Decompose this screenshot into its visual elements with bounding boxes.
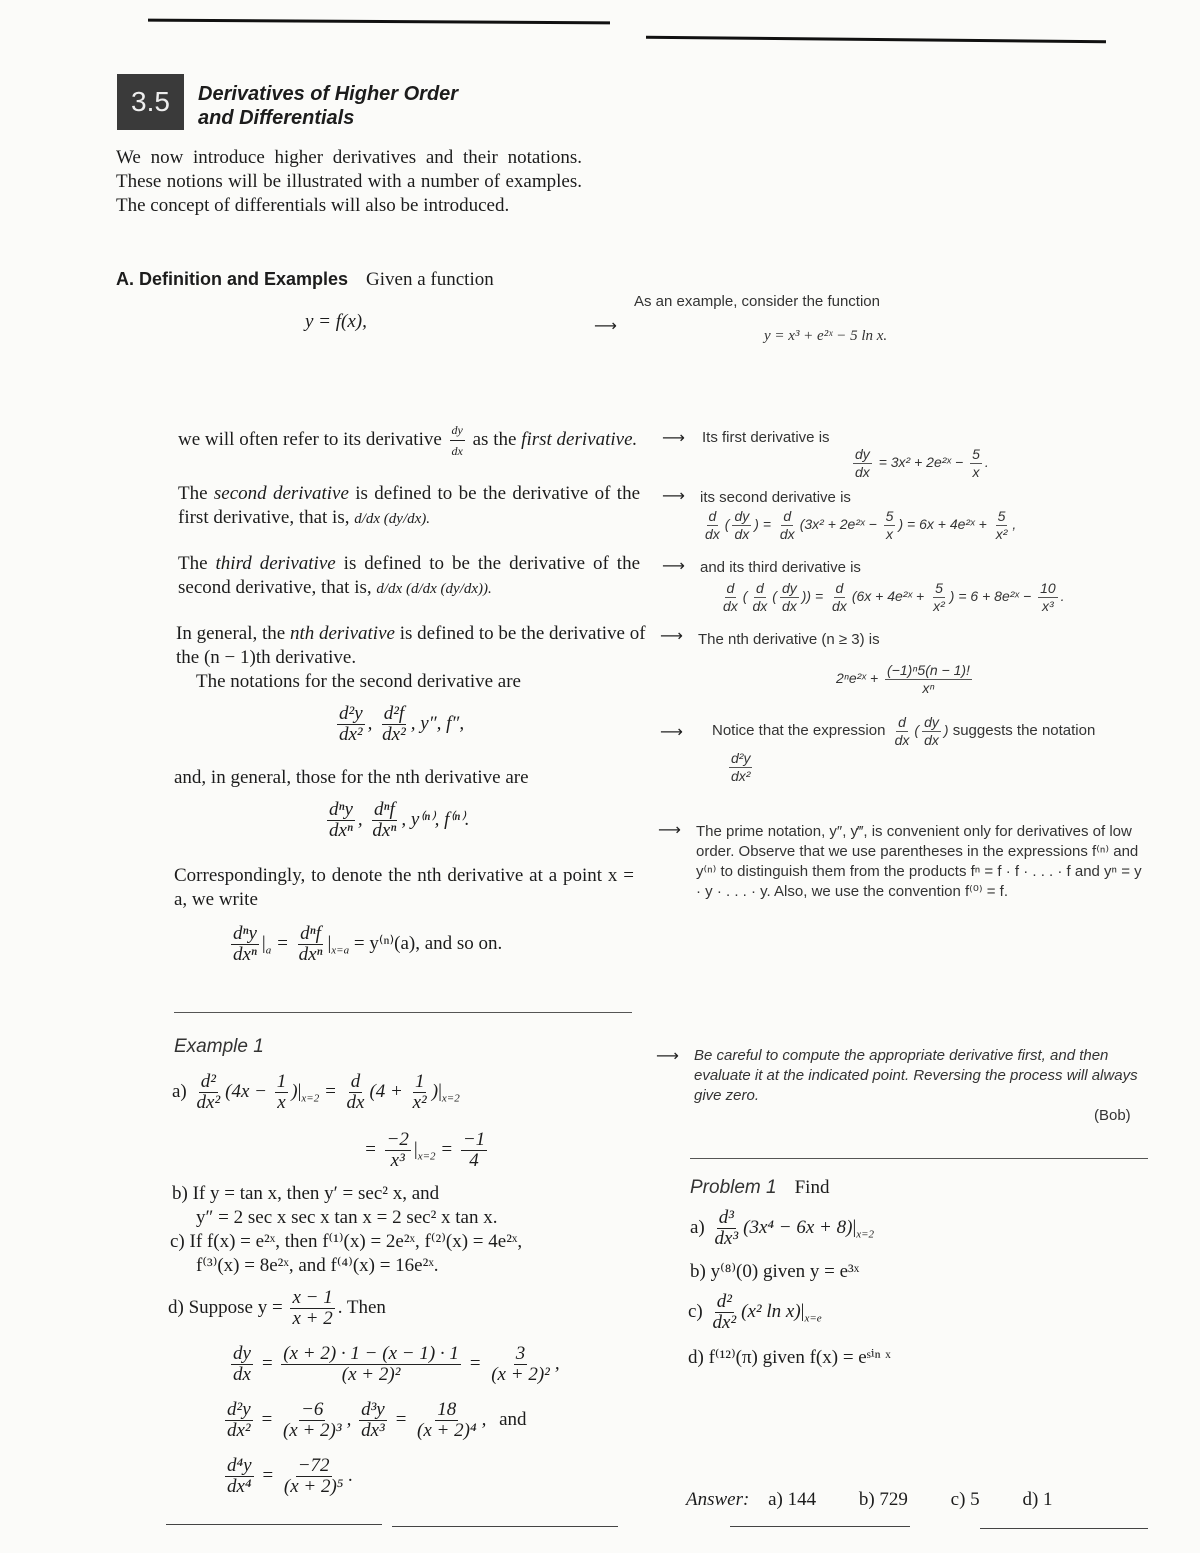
notations-second-text: The notations for the second derivative are bbox=[196, 671, 521, 692]
section-number: 3.5 bbox=[131, 86, 170, 117]
frac-den: dx² bbox=[731, 768, 751, 784]
part-a-heading: A. Definition and Examples bbox=[116, 269, 349, 289]
first-eq-rhs: = 3x² + 2e²ˣ − bbox=[878, 454, 964, 471]
frac-den: dx bbox=[451, 444, 463, 458]
third-pre: The bbox=[178, 553, 208, 574]
section-title-line1: Derivatives of Higher Order bbox=[198, 83, 459, 105]
divider bbox=[690, 1158, 1148, 1159]
first-derivative-label: Its first derivative is bbox=[702, 429, 830, 446]
point-notation-formula: $\frac{\text{dⁿy}}{\text{dxⁿ}}$ $|_a$ = $\frac{\text{dⁿf}}{\text{dxⁿ}}$ $|_{x=a} = y^{(n)}(a)$, and so on. bbox=[233, 923, 503, 965]
problem-1b: b) y⁽⁸⁾(0) given y = e³ˣ bbox=[690, 1261, 860, 1282]
example-1d-eq3: $\frac{\text{d⁴y}}{\text{dx⁴}}$ = $\frac{-72}{\text{(x + 2)⁵}}$ . bbox=[227, 1455, 354, 1497]
third-derivative-label: and its third derivative is bbox=[700, 559, 861, 576]
answer-a: a) 144 bbox=[768, 1489, 817, 1510]
answer-b: b) 729 bbox=[858, 1489, 908, 1510]
answer-row bbox=[686, 1488, 1053, 1512]
bottom-rule bbox=[166, 1524, 382, 1525]
intro-paragraph: We now introduce higher derivatives and their notations. These notions will be illustrated with a number of examples. The concept of differentials will also be introduced. bbox=[116, 147, 582, 216]
nth-derivative-eq bbox=[836, 662, 975, 697]
and-word: and bbox=[499, 1408, 527, 1430]
example-1d-eq1: $\frac{dy}{dx}$ = $\frac{(x + 2) \cdot 1 - (x - 1) \cdot 1}{\text{(x + 2)²}}$ = $\frac{3}{\text{(x + 2)²}}$ , bbox=[233, 1343, 560, 1385]
part-a-lead: Given a function bbox=[366, 269, 494, 290]
notice-text: Notice that the expression $\frac{d}{dx}$ ( $\frac{dy}{dx}$ ) suggests the notation bbox=[712, 714, 1096, 748]
arrow-icon: ⟶ bbox=[660, 626, 683, 645]
problem-1a-at: x=2 bbox=[856, 1228, 875, 1241]
problem-1-title: Problem 1 bbox=[690, 1177, 777, 1198]
point-notation-text: Correspondingly, to denote the nth derivative at a point x = a, we write bbox=[174, 865, 634, 910]
first-deriv-term: first derivative. bbox=[521, 428, 638, 450]
problem-1-heading bbox=[690, 1176, 829, 1200]
answer-d: d) 1 bbox=[1022, 1489, 1053, 1510]
notice-post: suggests the notation bbox=[952, 722, 1096, 740]
second-pre: The bbox=[178, 483, 208, 504]
notations-second-tail: , y″, f″, bbox=[410, 712, 465, 734]
arrow-icon: ⟶ bbox=[594, 316, 617, 335]
problem-1c-at: x=e bbox=[804, 1312, 822, 1325]
nth-term: nth derivative bbox=[289, 623, 395, 644]
nth-derivative-label: The nth derivative (n ≥ 3) is bbox=[698, 631, 880, 648]
prime-notation-note: The prime notation, y″, y‴, is convenient only for derivatives of low order. Observe that we use parentheses in the expressions f⁽ⁿ⁾ and y⁽ⁿ⁾ to distinguish them from the products fⁿ = f · f · . . . · f and yⁿ = y · y · . . . · y. Also, we use the convention f⁽⁰⁾ = f. bbox=[696, 823, 1142, 900]
notice-pre: Notice that the expression bbox=[712, 722, 886, 740]
example-1a-line2: = $\frac{-2}{\text{x³}}$ $|_{x=2}$ = $\frac{-1}{4}$ bbox=[364, 1129, 486, 1171]
second-expr: d/dx (dy/dx). bbox=[354, 511, 431, 527]
section-title-line2: and Differentials bbox=[198, 107, 355, 129]
second-derivative-label: its second derivative is bbox=[700, 489, 851, 506]
notations-nth-text: and, in general, those for the nth derivative are bbox=[174, 767, 529, 788]
example-1a-label: a) bbox=[172, 1080, 187, 1102]
careful-note: Be careful to compute the appropriate derivative first, and then evaluate it at the indicated point. Reversing the process will always give zero. bbox=[694, 1047, 1138, 1104]
nth-derivative-text bbox=[176, 622, 646, 670]
problem-1-find: Find bbox=[794, 1177, 830, 1198]
bottom-rule bbox=[980, 1528, 1148, 1529]
bottom-rule bbox=[392, 1526, 618, 1527]
example-1b-line2: y″ = 2 sec x sec x tan x = 2 sec² x tan x. bbox=[196, 1207, 498, 1228]
arrow-icon: ⟶ bbox=[662, 486, 685, 505]
answer-label: Answer: bbox=[686, 1489, 750, 1510]
example-1d-eq2: $\frac{\text{d²y}}{\text{dx²}}$ = $\frac{-6}{\text{(x + 2)³}}$ , $\frac{\text{d³y}}{\text{dx³}}$ = $\frac{18}{\text{(x + 2)⁴}}$ , and bbox=[227, 1399, 527, 1441]
arrow-icon: ⟶ bbox=[656, 1046, 679, 1065]
problem-1a: a) $\frac{\text{d³}}{\text{dx³}}$ $(3x^4 - 6x + 8)|_{x=2}$ bbox=[690, 1207, 875, 1249]
arrow-icon: ⟶ bbox=[660, 722, 683, 741]
notations-nth-formula: $\frac{\text{dⁿy}}{\text{dxⁿ}}$ , $\frac{\text{dⁿf}}{\text{dxⁿ}}$ , y⁽ⁿ⁾, f⁽ⁿ⁾. bbox=[329, 799, 470, 841]
first-derivative-eq: $\frac{dy}{dx}$ = 3x² + 2e²ˣ − $\frac{5}{x}$ . bbox=[855, 446, 989, 480]
careful-note-author: (Bob) bbox=[1094, 1107, 1131, 1124]
part-a-heading-row bbox=[116, 268, 494, 292]
arrow-icon: ⟶ bbox=[662, 556, 685, 575]
example-1b-line1: b) If y = tan x, then y′ = sec² x, and bbox=[172, 1183, 440, 1204]
section-number-badge bbox=[117, 74, 184, 130]
problem-1a-label: a) bbox=[690, 1216, 705, 1238]
example-1d-pre: d) Suppose y = bbox=[168, 1296, 283, 1318]
third-expr: d/dx (d/dx (dy/dx)). bbox=[376, 581, 492, 597]
third-post: is defined to be the derivative of the second derivative, that is, bbox=[178, 553, 641, 598]
second-derivative-eq: $\frac{d}{dx}$ ( $\frac{dy}{dx}$ ) = $\frac{d}{dx}$ (3x² + 2e²ˣ − $\frac{5}{x}$ ) = 6x + 4e²ˣ + $\frac{5}{\text{x²}}$ , bbox=[705, 508, 1017, 542]
example-1a-line1: a) $\frac{\text{d²}}{\text{dx²}}$ (4x − $\frac{1}{x}$ )$|_{x=2}$ = $\frac{d}{dx}$ (4 + $\frac{1}{\text{x²}}$ )$|_{x=2}$ bbox=[172, 1071, 460, 1113]
second-term: second derivative bbox=[213, 483, 349, 504]
top-rule-right bbox=[646, 36, 1106, 43]
first-deriv-mid: as the bbox=[472, 428, 517, 450]
third-eq-rhs: = 6 + 8e²ˣ − bbox=[958, 588, 1032, 605]
example-1c-line1: c) If f(x) = e²ˣ, then f⁽¹⁾(x) = 2e²ˣ, f⁽²⁾(x) = 4e²ˣ, bbox=[170, 1231, 523, 1252]
nth-expr: 2ⁿe²ˣ + bbox=[836, 670, 879, 687]
second-derivative-text bbox=[178, 482, 640, 531]
divider bbox=[174, 1012, 632, 1013]
problem-1c: c) $\frac{\text{d²}}{\text{dx²}}$ (x² $\ln x)|_{x=e}$ bbox=[688, 1291, 822, 1333]
nth-post: is defined to be the derivative of the (n − 1)th derivative. bbox=[176, 623, 646, 668]
second-eq-rhs: = 6x + 4e²ˣ + bbox=[907, 516, 987, 533]
third-term: third derivative bbox=[215, 553, 336, 574]
example-1d-line bbox=[168, 1288, 386, 1329]
first-derivative-text bbox=[178, 420, 644, 461]
arrow-icon: ⟶ bbox=[658, 820, 681, 839]
bottom-rule bbox=[730, 1526, 910, 1527]
frac-num: dy bbox=[855, 446, 870, 462]
example-1d-post: . Then bbox=[337, 1296, 386, 1318]
frac-num: d²y bbox=[731, 750, 751, 766]
frac-den: x + 2 bbox=[292, 1308, 333, 1329]
notations-nth-tail: , y⁽ⁿ⁾, f⁽ⁿ⁾. bbox=[401, 808, 470, 830]
frac-den: xⁿ bbox=[922, 680, 935, 696]
function-def: y = f(x), bbox=[305, 311, 367, 332]
second-post: is defined to be the derivative of the first derivative, that is, bbox=[178, 483, 641, 528]
side-example-intro: As an example, consider the function bbox=[634, 293, 880, 310]
example-1-title: Example 1 bbox=[174, 1036, 264, 1057]
third-derivative-text bbox=[178, 552, 640, 601]
frac-num: dy bbox=[450, 420, 465, 441]
notice-notation bbox=[726, 750, 755, 785]
first-deriv-pre: we will often refer to its derivative bbox=[178, 428, 442, 450]
answer-c: c) 5 bbox=[950, 1489, 980, 1510]
frac-den: dx bbox=[855, 464, 870, 480]
point-tail: = y⁽ⁿ⁾(a), and so on. bbox=[353, 932, 503, 954]
frac-num: (−1)ⁿ5(n − 1)! bbox=[887, 662, 970, 678]
third-derivative-eq: $\frac{d}{dx}$ ( $\frac{d}{dx}$ ( $\frac{dy}{dx}$ )) = $\frac{d}{dx}$ (6x + 4e²ˣ + $\frac{5}{\text{x²}}$ ) = 6 + 8e²ˣ − $\frac{10}{\text{x³}}$ . bbox=[723, 580, 1065, 614]
section-title bbox=[198, 82, 458, 130]
problem-1c-expr: (x² ln x) bbox=[741, 1300, 801, 1322]
side-example-function: y = x³ + e²ˣ − 5 ln x. bbox=[764, 328, 888, 344]
problem-1a-expr: (3x⁴ − 6x + 8) bbox=[743, 1216, 853, 1238]
nth-pre: In general, the bbox=[176, 623, 286, 644]
problem-1d: d) f⁽¹²⁾(π) given f(x) = eˢⁱⁿ ˣ bbox=[688, 1347, 891, 1368]
top-rule-left bbox=[148, 19, 610, 25]
arrow-icon: ⟶ bbox=[662, 428, 685, 447]
example-1c-line2: f⁽³⁾(x) = 8e²ˣ, and f⁽⁴⁾(x) = 16e²ˣ. bbox=[196, 1255, 439, 1276]
notations-second-formula: $\frac{\text{d²y}}{\text{dx²}}$ , $\frac{\text{d²f}}{\text{dx²}}$ , y″, f″, bbox=[339, 703, 465, 745]
problem-1c-label: c) bbox=[688, 1300, 703, 1322]
frac-num: x − 1 bbox=[292, 1287, 333, 1308]
